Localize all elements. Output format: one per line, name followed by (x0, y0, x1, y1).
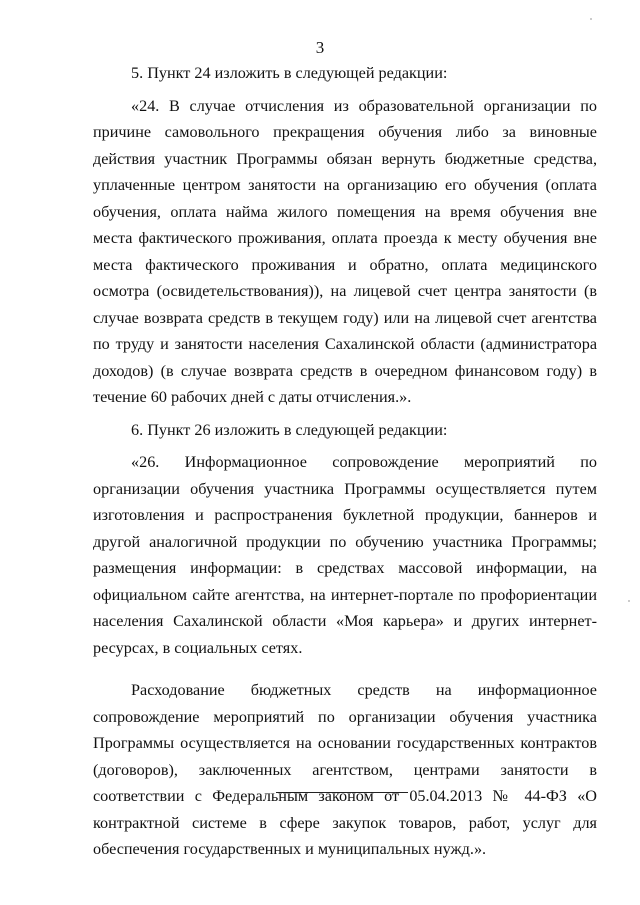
end-of-text-rule (276, 792, 408, 793)
scan-artifact-dot (590, 18, 592, 20)
paragraph-amendment-5: 5. Пункт 24 изложить в следующей редакции: (131, 64, 448, 82)
paragraph-clause-26: «26. Информационное сопровождение мероприятий по организации обучения участника Программы осуществляется путем изготовления и распространения буклетной продукции, баннеров и другой аналогичной продукции по обучению участника Программы; размещения информации: в средствах массовой информации, на официальном сайте агентства, на интернет-портале по профориентации населения Сахалинской области «Моя карьера» и других интернет-ресурсах, в социальных сетях. (93, 453, 597, 657)
page-number: 3 (315, 38, 325, 57)
document-body (93, 60, 597, 863)
paragraph-clause-24: «24. В случае отчисления из образовательной организации по причине самовольного прекращения обучения либо за виновные действия участник Программы обязан вернуть бюджетные средства, уплаченные центром занятости на организацию его обучения (оплата обучения, оплата найма жилого помещения на время обучения вне места фактического проживания, оплата проезда к месту обучения вне места фактического проживания и обратно, оплата медицинского осмотра (освидетельствования)), на лицевой счет центра занятости (в случае возврата средств в текущем году) или на лицевой счет агентства по труду и занятости населения Сахалинской области (администратора доходов) (в случае возврата средств в очередном финансовом году) в течение 60 рабочих дней с даты отчисления.». (93, 96, 597, 406)
paragraph-amendment-6: 6. Пункт 26 изложить в следующей редакции: (131, 420, 448, 439)
paragraph-budget-spending: Расходование бюджетных средств на информационное сопровождение мероприятий по организации обучения участника Программы осуществляется на основании государственных контрактов (договоров), заключенных агентством, центрами занятости в соответствии с Федеральным законом от 05.04.2013 № 44-ФЗ «О контрактной системе в сфере закупок товаров, работ, услуг для обеспечения государственных и муниципальных нужд.». (93, 681, 597, 858)
scan-artifact-dot (628, 600, 630, 602)
